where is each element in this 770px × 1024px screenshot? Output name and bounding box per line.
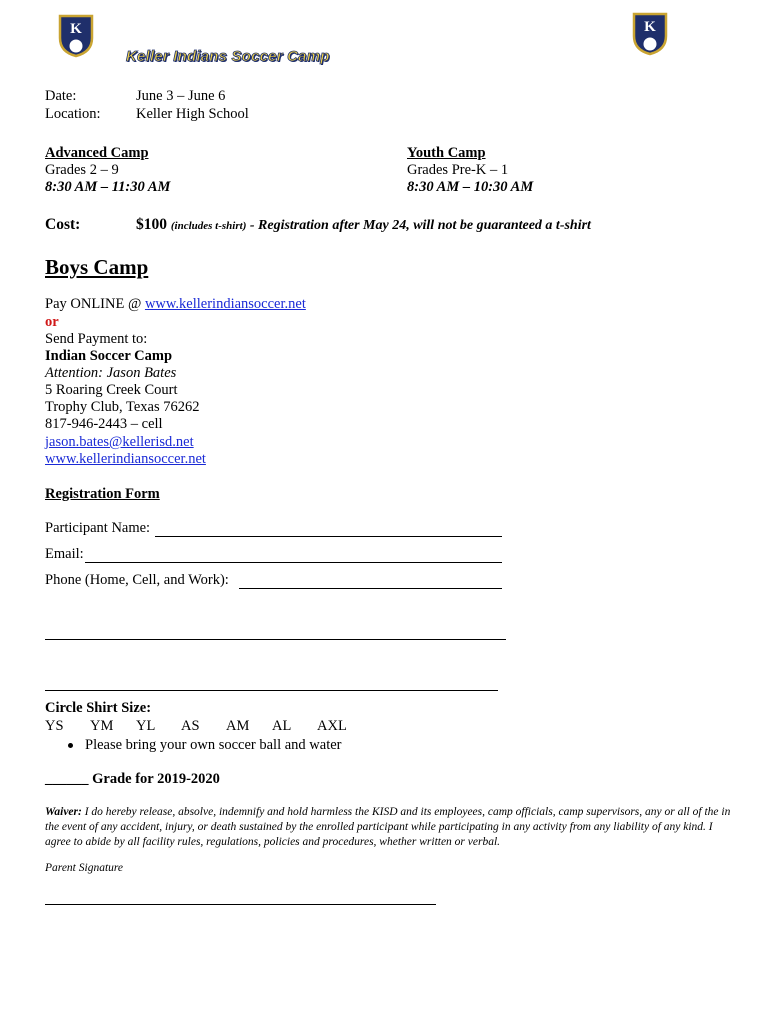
advanced-camp-time: 8:30 AM – 11:30 AM <box>45 179 171 195</box>
email-field[interactable] <box>85 562 502 563</box>
grade-text: Grade for 2019-2020 <box>88 771 220 787</box>
youth-camp-title: Youth Camp <box>407 145 486 161</box>
bullet-icon <box>68 743 73 748</box>
shield-logo-icon <box>630 10 670 56</box>
location-value: Keller High School <box>136 106 249 122</box>
blank-line-2[interactable] <box>45 690 498 691</box>
cost-label: Cost: <box>45 216 81 233</box>
size-option[interactable]: AS <box>181 718 200 734</box>
waiver-text <box>45 805 735 850</box>
boys-camp-title: Boys Camp <box>45 255 149 279</box>
logo-letter: K <box>644 19 656 35</box>
parent-signature-label: Parent Signature <box>45 862 124 874</box>
date-label: Date: <box>45 88 77 104</box>
participant-name-label: Participant Name: <box>45 520 151 536</box>
shirt-size-label: Circle Shirt Size: <box>45 700 152 716</box>
size-option[interactable]: AL <box>272 718 292 734</box>
waiver-body: I do hereby release, absolve, indemnify and hold harmless the KISD and its employees, camp officials, camp supervisors, any or all of the in the event of any accident, injury, or death sustained by the enrolled participant while participating in any activity from any liability of any kind. I agree to abide by all facility rules, regulations, policies and procedures, whether written or verbal. <box>45 806 731 848</box>
send-payment-label: Send Payment to: <box>45 331 148 347</box>
cost-note: - Registration after May 24, will not be guaranteed a t-shirt <box>246 218 591 233</box>
shield-logo-icon <box>56 12 96 58</box>
size-option[interactable]: YM <box>90 718 114 734</box>
org-name: Indian Soccer Camp <box>45 348 173 364</box>
pay-online-line <box>45 296 306 313</box>
shirt-size-options <box>45 718 405 736</box>
participant-name-field[interactable] <box>155 536 502 537</box>
phone-line: 817-946-2443 – cell <box>45 416 163 432</box>
email-label: Email: <box>45 546 84 562</box>
phone-field[interactable] <box>239 588 502 589</box>
address-line-2: Trophy Club, Texas 76262 <box>45 399 200 415</box>
date-value: June 3 – June 6 <box>136 88 226 104</box>
cost-line <box>136 216 591 234</box>
cost-includes: (includes t-shirt) <box>170 220 247 232</box>
keller-logo-left <box>56 12 96 58</box>
cost-amount: $100 <box>136 216 167 233</box>
grade-line <box>45 771 220 788</box>
attention-line: Attention: Jason Bates <box>45 365 177 381</box>
blank-line-1[interactable] <box>45 639 506 640</box>
pay-online-label: Pay ONLINE @ <box>45 296 145 312</box>
or-text: or <box>45 314 59 330</box>
phone-label: Phone (Home, Cell, and Work): <box>45 572 229 588</box>
logo-letter: K <box>70 21 82 37</box>
youth-camp-time: 8:30 AM – 10:30 AM <box>407 179 534 195</box>
bring-note <box>68 737 341 754</box>
location-label: Location: <box>45 106 101 122</box>
waiver-label: Waiver: <box>45 806 82 818</box>
advanced-camp-title: Advanced Camp <box>45 145 149 161</box>
youth-camp-grades: Grades Pre-K – 1 <box>407 162 509 178</box>
address-line-1: 5 Roaring Creek Court <box>45 382 178 398</box>
keller-logo-right <box>630 10 670 56</box>
size-option[interactable]: AXL <box>317 718 347 734</box>
advanced-camp-grades: Grades 2 – 9 <box>45 162 119 178</box>
parent-signature-field[interactable] <box>45 904 436 905</box>
size-option[interactable]: YL <box>136 718 156 734</box>
size-option[interactable]: AM <box>226 718 250 734</box>
email-link[interactable]: jason.bates@kellerisd.net <box>45 434 194 450</box>
registration-form-title: Registration Form <box>45 486 160 502</box>
size-option[interactable]: YS <box>45 718 64 734</box>
grade-blank[interactable]: ______ <box>45 771 89 787</box>
camp-banner-title: Keller Indians Soccer Camp <box>126 48 330 65</box>
website-link[interactable]: www.kellerindiansoccer.net <box>45 451 206 467</box>
pay-online-link[interactable]: www.kellerindiansoccer.net <box>144 296 306 312</box>
bring-note-text: Please bring your own soccer ball and water <box>85 737 342 753</box>
